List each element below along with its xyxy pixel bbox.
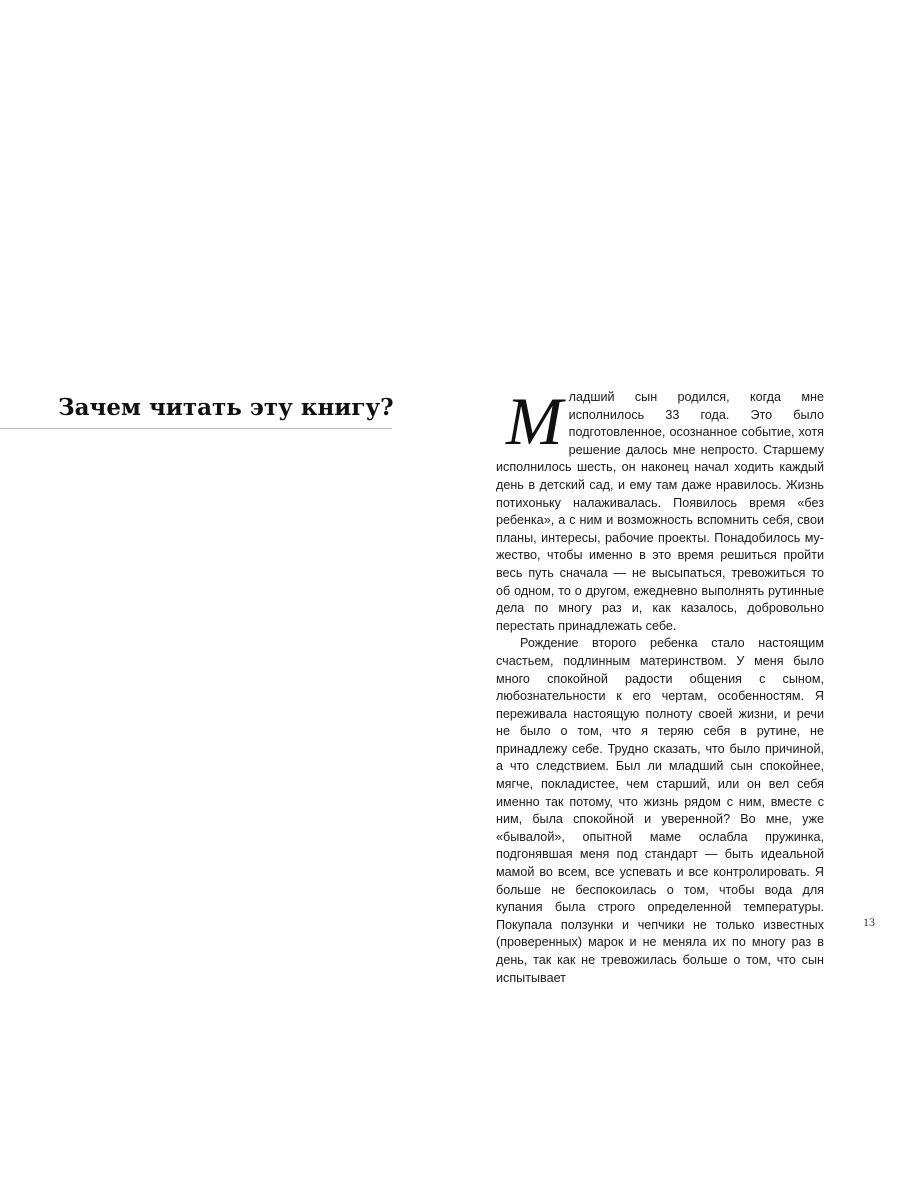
body-text: [496, 383, 824, 987]
drop-cap: М: [506, 383, 563, 459]
title-underline-rule: [0, 428, 392, 429]
chapter-title: Зачем читать эту книгу?: [58, 394, 394, 421]
paragraph-1-text: ладший сын родился, когда мне исполнилось 33 года. Это было подготовленное, осознанное событие, хотя решение далось мне непросто. Старшему исполнилось шесть, он наконец начал ходить каждый день в детский сад, и ему там даже нравилось. Жизнь потихоньку налаживалась. Появилось время «без ребенка», а с ним и возможность вспомнить себя, свои планы, интересы, рабочие проекты. Понадобилось мужество, чтобы именно в это время решиться пройти весь путь сначала — не высыпаться, тревожиться то об одном, то о другом, ежедневно выполнять рутинные дела по многу раз и, как казалось, добровольно перестать принадлежать себе.: [496, 390, 824, 633]
page-number: 13: [863, 915, 875, 929]
paragraph-1: [496, 383, 824, 635]
paragraph-2: Рождение второго ребенка стало настоящим счастьем, подлинным материнством. У меня было много спокойной радости общения с сыном, любознательности к его чертам, особенностям. Я переживала настоящую полноту своей жизни, и речи не было о том, что я теряю себя в рутине, не принадлежу себе. Трудно сказать, что было причиной, а что следствием. Был ли младший сын спокойнее, мягче, покладистее, чем старший, или он вел себя именно так потому, что жизнь рядом с ним, вместе с ним, была спокойной и уверенной? Во мне, уже «бывалой», опытной маме ослабла пружинка, подгонявшая меня под стандарт — быть идеальной мамой во всем, все успевать и все контролировать. Я больше не беспокоилась о том, чтобы вода для купания была строго определенной температуры. Покупала ползунки и чепчики не только известных (проверенных) марок и не меняла их по многу раз в день, так как не тревожилась больше о том, что сын испытывает: [496, 636, 824, 985]
